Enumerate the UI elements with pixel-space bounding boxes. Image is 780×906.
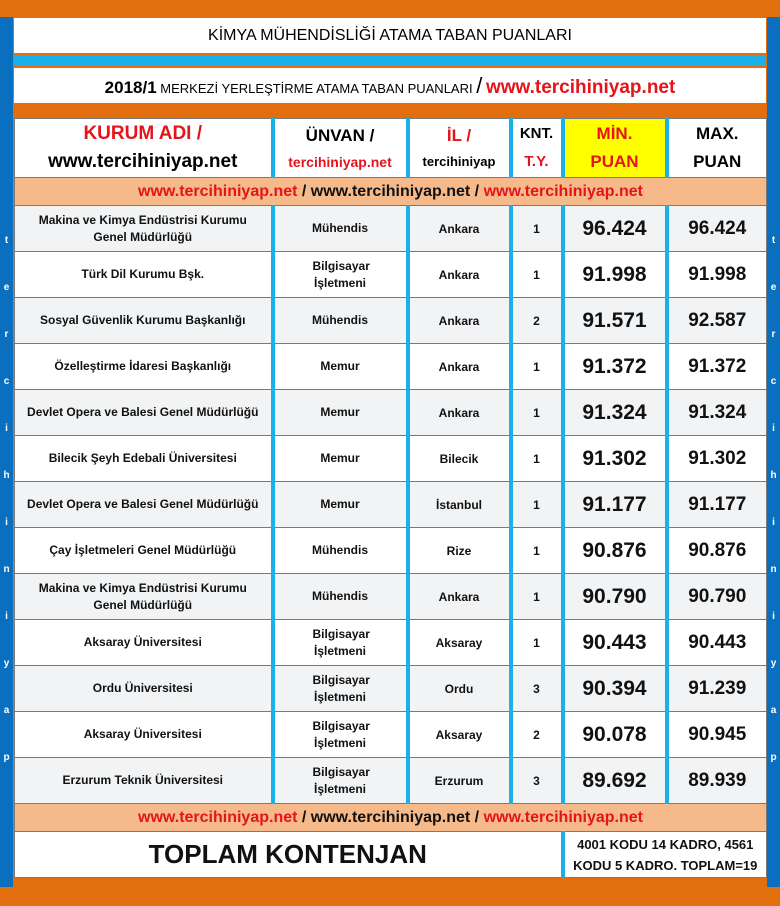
banner-link-2[interactable]: www.tercihiniyap.net [310,183,471,200]
side-letters-right [767,217,780,781]
side-letter: i [5,423,8,434]
cell-kurum: Devlet Opera ve Balesi Genel Müdürlüğü [15,390,273,436]
banner-row-top [15,178,767,206]
header-unvan [273,119,408,178]
subtitle-text: MERKEZİ YERLEŞTİRME ATAMA TABAN PUANLARI [160,81,473,96]
cell-il: Aksaray [408,620,511,666]
cell-il: Ordu [408,666,511,712]
cell-knt: 1 [511,482,563,528]
header-min-puan [563,119,667,178]
banner-sep-2: / [470,183,484,200]
cell-max-puan: 91.372 [667,344,767,390]
side-letter: c [770,376,777,387]
table-row [15,390,767,436]
cell-max-puan: 90.443 [667,620,767,666]
header-unvan-line1: ÜNVAN / [305,126,375,145]
cell-max-puan: 96.424 [667,206,767,252]
cell-kurum: Makina ve Kimya Endüstrisi Kurumu Genel Müdürlüğü [15,206,273,252]
cell-min-puan: 91.177 [563,482,667,528]
cell-il: Ankara [408,206,511,252]
side-letter: h [3,470,10,481]
header-min-line2: PUAN [590,152,639,171]
side-letter: t [771,235,776,246]
header-kurum-line1: KURUM ADI / [83,123,203,144]
results-table [14,118,767,878]
side-letter: p [3,752,10,763]
cell-il: Aksaray [408,712,511,758]
cell-knt: 1 [511,436,563,482]
page-title: KİMYA MÜHENDİSLİĞİ ATAMA TABAN PUANLARI [14,18,766,53]
cell-knt: 1 [511,344,563,390]
banner-link-3[interactable]: www.tercihiniyap.net [483,183,643,200]
header-kurum [15,119,273,178]
cell-min-puan: 91.998 [563,252,667,298]
cell-kurum: Türk Dil Kurumu Bşk. [15,252,273,298]
cell-knt: 1 [511,574,563,620]
cell-kurum: Devlet Opera ve Balesi Genel Müdürlüğü [15,482,273,528]
cell-unvan: Bilgisayar İşletmeni [273,666,408,712]
side-letter: i [772,611,775,622]
side-letter: r [771,329,776,340]
header-il [408,119,511,178]
cell-unvan: Bilgisayar İşletmeni [273,758,408,804]
cell-unvan: Mühendis [273,206,408,252]
banner-sep-2: / [470,809,484,826]
total-note-cell [563,832,767,878]
cell-max-puan: 90.790 [667,574,767,620]
side-letter: y [770,658,777,669]
cell-max-puan: 91.239 [667,666,767,712]
table-row [15,574,767,620]
cell-il: Rize [408,528,511,574]
cell-il: Erzurum [408,758,511,804]
header-min-line1: MİN. [596,124,633,143]
cell-min-puan: 91.372 [563,344,667,390]
side-letters-left [0,217,13,781]
header-il-line2: tercihiniyap [422,154,496,169]
header-kurum-line2: www.tercihiniyap.net [48,151,238,172]
side-letter: y [3,658,10,669]
cell-kurum: Bilecik Şeyh Edebali Üniversitesi [15,436,273,482]
table-row [15,298,767,344]
side-letter: i [5,611,8,622]
table-row [15,252,767,298]
cell-min-puan: 91.571 [563,298,667,344]
table-row [15,206,767,252]
cell-max-puan: 91.177 [667,482,767,528]
cell-min-puan: 90.876 [563,528,667,574]
cell-il: Ankara [408,298,511,344]
cell-min-puan: 96.424 [563,206,667,252]
cell-unvan: Mühendis [273,298,408,344]
total-label: TOPLAM KONTENJAN [148,839,427,869]
side-letter: n [770,564,777,575]
table-row [15,712,767,758]
header-unvan-line2: tercihiniyap.net [288,154,392,170]
cell-knt: 1 [511,206,563,252]
side-letter: h [770,470,777,481]
side-letter: a [770,705,777,716]
cell-knt: 3 [511,758,563,804]
side-letter: i [5,517,8,528]
cell-max-puan: 89.939 [667,758,767,804]
cyan-divider [14,55,766,66]
cell-il: Ankara [408,252,511,298]
banner-link-3[interactable]: www.tercihiniyap.net [483,809,643,826]
cell-kurum: Aksaray Üniversitesi [15,620,273,666]
side-letter: n [3,564,10,575]
subtitle-site-link[interactable]: www.tercihiniyap.net [485,77,676,98]
cell-knt: 1 [511,620,563,666]
cell-max-puan: 90.876 [667,528,767,574]
cell-knt: 1 [511,252,563,298]
cell-knt: 3 [511,666,563,712]
table-row [15,482,767,528]
cell-knt: 2 [511,712,563,758]
banner-link-2[interactable]: www.tercihiniyap.net [310,809,471,826]
cell-min-puan: 90.394 [563,666,667,712]
cell-knt: 1 [511,528,563,574]
banner-top [15,178,767,206]
cell-min-puan: 91.302 [563,436,667,482]
cell-min-puan: 89.692 [563,758,667,804]
banner-row-bottom [15,804,767,832]
header-max-line2: PUAN [693,152,742,171]
cell-il: Ankara [408,574,511,620]
cell-max-puan: 90.945 [667,712,767,758]
total-label-cell [15,832,563,878]
total-row [15,832,767,878]
side-letter: p [770,752,777,763]
table-row [15,666,767,712]
subtitle-year: 2018/1 [104,78,157,97]
total-note-line2: KODU 5 KADRO. TOPLAM=19 [573,857,758,873]
subtitle-slash: / [476,73,483,98]
header-il-line1: İL / [446,126,472,145]
cell-min-puan: 90.790 [563,574,667,620]
table-row [15,436,767,482]
cell-unvan: Mühendis [273,528,408,574]
cell-min-puan: 90.443 [563,620,667,666]
cell-kurum: Sosyal Güvenlik Kurumu Başkanlığı [15,298,273,344]
side-letter: i [772,517,775,528]
cell-kurum: Çay İşletmeleri Genel Müdürlüğü [15,528,273,574]
cell-kurum: Özelleştirme İdaresi Başkanlığı [15,344,273,390]
cell-unvan: Memur [273,436,408,482]
right-side-bar [767,17,780,887]
cell-max-puan: 91.324 [667,390,767,436]
cell-min-puan: 91.324 [563,390,667,436]
banner-sep-1: / [297,809,311,826]
cell-max-puan: 92.587 [667,298,767,344]
cell-max-puan: 91.302 [667,436,767,482]
cell-il: Ankara [408,390,511,436]
cell-knt: 2 [511,298,563,344]
table-row [15,344,767,390]
cell-kurum: Erzurum Teknik Üniversitesi [15,758,273,804]
cell-il: İstanbul [408,482,511,528]
cell-unvan: Bilgisayar İşletmeni [273,252,408,298]
table-header-row [15,119,767,178]
total-note-line1: 4001 KODU 14 KADRO, 4561 [577,836,754,852]
side-letter: e [770,282,777,293]
side-letter: t [4,235,9,246]
cell-unvan: Bilgisayar İşletmeni [273,712,408,758]
header-max-line1: MAX. [696,124,739,143]
cell-kurum: Aksaray Üniversitesi [15,712,273,758]
header-max-puan [667,119,767,178]
cell-unvan: Mühendis [273,574,408,620]
orange-divider [14,105,766,116]
cell-unvan: Memur [273,482,408,528]
table-row [15,620,767,666]
cell-unvan: Memur [273,390,408,436]
cell-min-puan: 90.078 [563,712,667,758]
banner-sep-1: / [297,183,311,200]
cell-knt: 1 [511,390,563,436]
cell-il: Ankara [408,344,511,390]
side-letter: a [3,705,10,716]
header-knt-line2: T.Y. [524,153,549,170]
banner-link-1[interactable]: www.tercihiniyap.net [138,809,298,826]
side-letter: c [3,376,10,387]
banner-link-1[interactable]: www.tercihiniyap.net [138,183,298,200]
subtitle [14,68,766,103]
header-knt [511,119,563,178]
table-row [15,528,767,574]
left-side-bar [0,17,13,887]
side-letter: e [3,282,10,293]
cell-max-puan: 91.998 [667,252,767,298]
cell-kurum: Makina ve Kimya Endüstrisi Kurumu Genel Müdürlüğü [15,574,273,620]
cell-unvan: Bilgisayar İşletmeni [273,620,408,666]
cell-unvan: Memur [273,344,408,390]
cell-kurum: Ordu Üniversitesi [15,666,273,712]
side-letter: i [772,423,775,434]
table-row [15,758,767,804]
banner-bottom [15,804,767,832]
side-letter: r [4,329,9,340]
cell-il: Bilecik [408,436,511,482]
header-knt-line1: KNT. [519,125,554,142]
